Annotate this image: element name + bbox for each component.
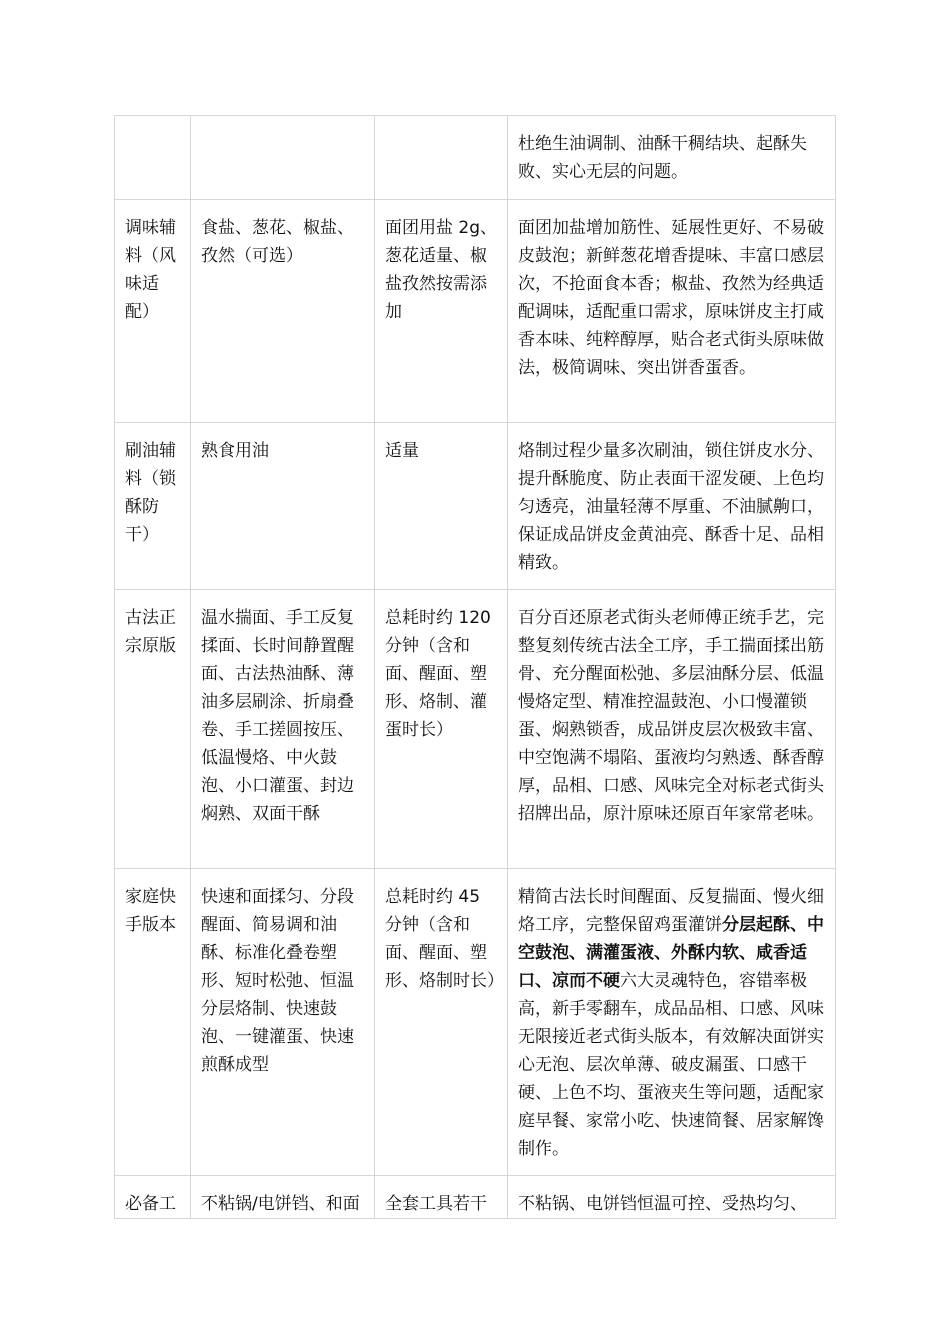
category-text: 必备工 — [125, 1194, 176, 1214]
description-bold-text: 分层起酥、中空鼓泡、满灌蛋液、外酥内软、咸香适口、凉而不硬 — [518, 915, 824, 991]
ingredients-cell: 熟食用油 — [191, 423, 375, 590]
description-cell: 百分百还原老式街头老师傅正统手艺，完整复刻传统古法全工序，手工揣面揉出筋骨、充分醒面松弛、多层油酥分层、低温慢烙定型、精准控温鼓泡、小口慢灌锁蛋、焖熟锁香，成品饼皮层次极致丰富、中空饱满不塌陷、蛋液均匀熟透、酥香醇厚，品相、口感、风味完全对标老式街头招牌出品，原汁原味还原百年家常老味。 — [508, 590, 836, 869]
amount-text: 全套工具若干 — [385, 1194, 487, 1214]
ingredients-cell: 快速和面揉匀、分段醒面、简易调和油酥、标准化叠卷塑形、短时松弛、恒温分层烙制、快速鼓泡、一键灌蛋、快速煎酥成型 — [191, 869, 375, 1176]
category-cell — [115, 116, 191, 200]
description-text: 精简古法长时间醒面、反复揣面、慢火细烙工序，完整保留鸡蛋灌饼 — [518, 887, 824, 935]
category-cell — [115, 1176, 191, 1219]
amount-cell: 面团用盐 2g、葱花适量、椒盐孜然按需添加 — [375, 200, 508, 423]
table-row — [115, 200, 836, 423]
description-cell: 烙制过程少量多次刷油，锁住饼皮水分、提升酥脆度、防止表面干涩发硬、上色均匀透亮，油量轻薄不厚重、不油腻齁口，保证成品饼皮金黄油亮、酥香十足、品相精致。 — [508, 423, 836, 590]
category-cell: 家庭快手版本 — [115, 869, 191, 1176]
description-text: 不粘锅、电饼铛恒温可控、受热均匀、 — [518, 1194, 807, 1214]
ingredients-text: 不粘锅/电饼铛、和面 — [201, 1194, 360, 1214]
category-cell: 刷油辅料（锁酥防干） — [115, 423, 191, 590]
table-row — [115, 1176, 836, 1219]
amount-cell: 适量 — [375, 423, 508, 590]
ingredients-cell — [191, 116, 375, 200]
category-cell: 调味辅料（风味适配） — [115, 200, 191, 423]
description-cell: 面团加盐增加筋性、延展性更好、不易破皮鼓泡；新鲜葱花增香提味、丰富口感层次，不抢面食本香；椒盐、孜然为经典适配调味，适配重口需求，原味饼皮主打咸香本味、纯粹醇厚，贴合老式街头原味做法，极简调味、突出饼香蛋香。 — [508, 200, 836, 423]
category-cell: 古法正宗原版 — [115, 590, 191, 869]
description-cell — [508, 1176, 836, 1219]
description-text: 六大灵魂特色，容错率极高，新手零翻车，成品品相、口感、风味无限接近老式街头版本，有效解决面饼实心无泡、层次单薄、破皮漏蛋、口感干硬、上色不均、蛋液夹生等问题，适配家庭早餐、家常小吃、快速简餐、居家解馋制作。 — [518, 971, 824, 1159]
description-cell — [508, 869, 836, 1176]
amount-cell: 总耗时约 120 分钟（含和面、醒面、塑形、烙制、灌蛋时长） — [375, 590, 508, 869]
table-row — [115, 423, 836, 590]
amount-cell — [375, 116, 508, 200]
description-cell: 杜绝生油调制、油酥干稠结块、起酥失败、实心无层的问题。 — [508, 116, 836, 200]
ingredients-cell: 温水揣面、手工反复揉面、长时间静置醒面、古法热油酥、薄油多层刷涂、折扇叠卷、手工搓圆按压、低温慢烙、中火鼓泡、小口灌蛋、封边焖熟、双面干酥 — [191, 590, 375, 869]
recipe-table — [114, 115, 836, 1219]
table-row — [115, 590, 836, 869]
table-row — [115, 116, 836, 200]
amount-cell — [375, 1176, 508, 1219]
table-row — [115, 869, 836, 1176]
ingredients-cell — [191, 1176, 375, 1219]
ingredients-cell: 食盐、葱花、椒盐、孜然（可选） — [191, 200, 375, 423]
amount-cell: 总耗时约 45 分钟（含和面、醒面、塑形、烙制时长） — [375, 869, 508, 1176]
